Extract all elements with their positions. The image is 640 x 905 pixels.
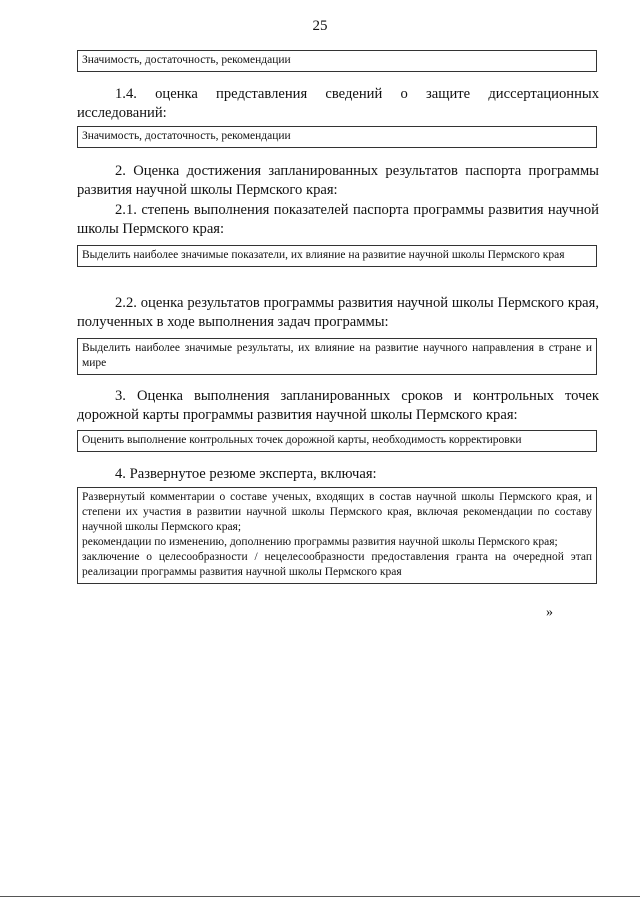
expert-summary-line-conclusion: заключение о целесообразности / нецелесообразности предоставления гранта на очередной этап реализации программы развития научной школы Пермского края	[82, 551, 592, 578]
page-number: 25	[312, 18, 328, 34]
item-4-expert-summary: 4. Развернутое резюме эксперта, включая:	[115, 466, 377, 482]
expert-summary-line-composition: Развернутый комментарии о составе ученых, входящих в состав научной школы Пермского края, и степени их участия в развитии научной школы Пермского края, включая рекомендации по составу научной школы Пермского края;	[82, 491, 592, 533]
item-2-results-assessment: 2. Оценка достижения запланированных результатов паспорта программы развития научной школы Пермского края:	[77, 163, 599, 198]
answer-box-roadmap: Оценить выполнение контрольных точек дорожной карты, необходимость корректировки	[77, 430, 597, 452]
answer-box-expert-summary	[77, 487, 597, 584]
item-2-1-indicators: 2.1. степень выполнения показателей паспорта программы развития научной школы Пермского края:	[77, 202, 599, 237]
expert-summary-line-changes: рекомендации по изменению, дополнению программы развития научной школы Пермского края;	[82, 536, 558, 548]
bottom-rule	[0, 896, 640, 897]
answer-box-program-results: Выделить наиболее значимые результаты, их влияние на развитие научного направления в стране и мире	[77, 338, 597, 375]
closing-quote: »	[546, 605, 553, 620]
answer-box-dissertation-protection: Значимость, достаточность, рекомендации	[77, 126, 597, 148]
item-2-2-program-results: 2.2. оценка результатов программы развития научной школы Пермского края, полученных в ходе выполнения задач программы:	[77, 295, 599, 330]
answer-box-indicators: Выделить наиболее значимые показатели, их влияние на развитие научной школы Пермского края	[77, 245, 597, 267]
item-1-4-dissertation-protection: 1.4. оценка представления сведений о защите диссертационных исследований:	[77, 86, 599, 121]
item-3-roadmap-checkpoints: 3. Оценка выполнения запланированных сроков и контрольных точек дорожной карты программы развития научной школы Пермского края:	[77, 388, 599, 423]
answer-box-significance: Значимость, достаточность, рекомендации	[77, 50, 597, 72]
